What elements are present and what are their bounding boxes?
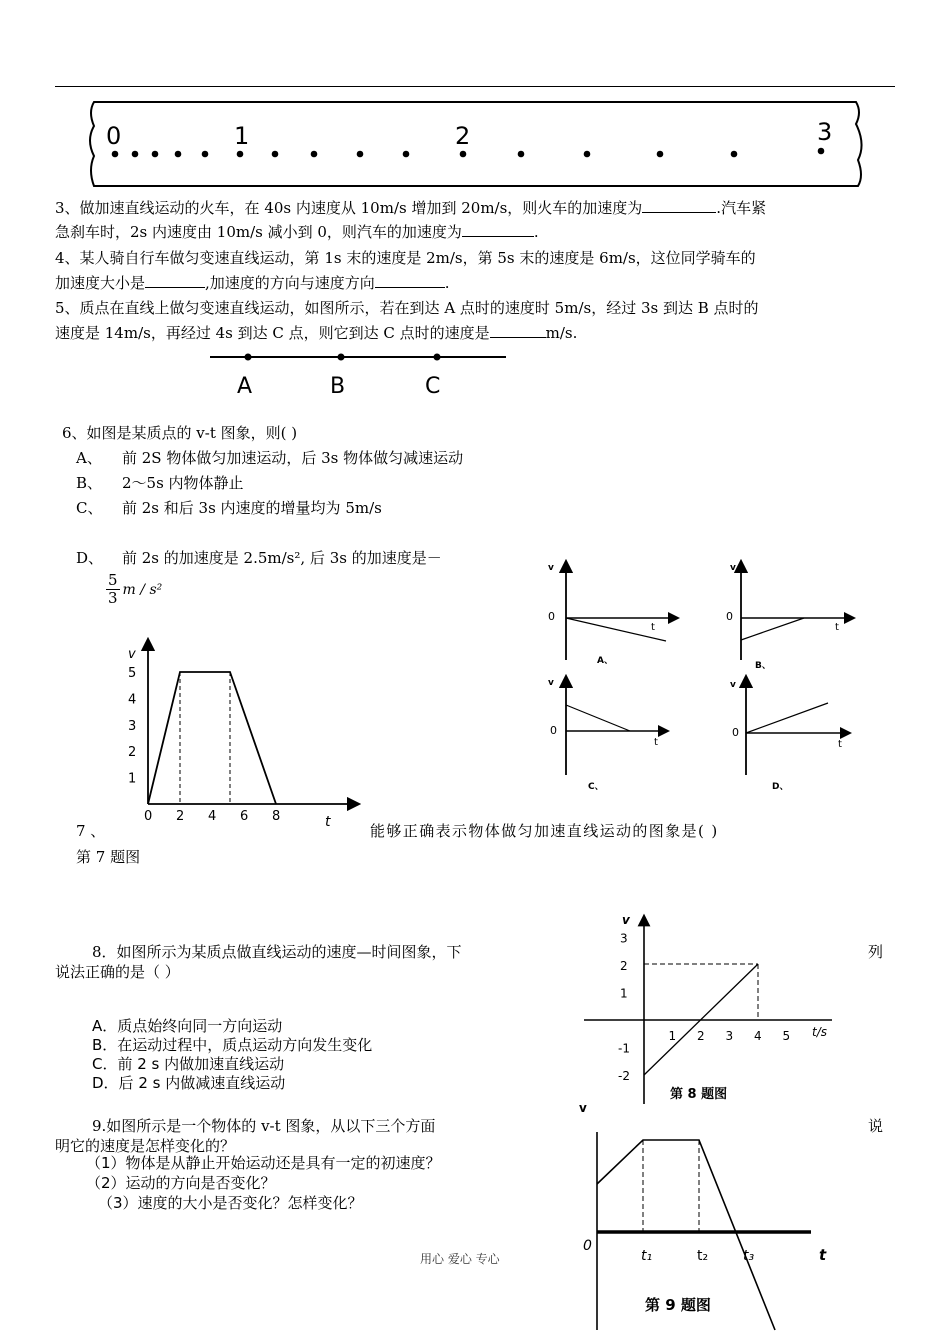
option-text: 前 2s 的加速度是 2.5m/s², 后 3s 的加速度是－ [122,549,442,567]
axis-origin-label: 0 [548,610,555,623]
q8-xtick-label: 5 [782,1029,791,1043]
q7-question [370,819,719,843]
q9-chart-xlabel: t [819,1246,827,1264]
q4-text: 加速度大小是 [55,274,146,292]
q8-xtick-label: 1 [668,1029,677,1043]
q6-chart-xlabel: t [325,814,331,830]
q9-stem-end [868,1114,883,1138]
option-letter: A、 [76,449,102,467]
q4-text: 4、某人骑自行车做匀变速直线运动，第 1s 末的速度是 2m/s，第 5s 末的速度是 6m/s，这位同学骑车的 [55,249,756,267]
q7-graph-a [540,560,680,670]
point-c-dot [434,354,441,361]
axis-v-label: v [548,678,554,688]
q3-text: 3、做加速直线运动的火车，在 40s 内速度从 10m/s 增加到 20m/s，则火车的加速度为 [55,199,643,217]
q7-number-text: 7 、 [76,822,106,840]
q6-xtick-label: 4 [208,809,217,824]
q8-option-b: B．在运动过程中，质点运动方向发生变化 [92,1036,373,1054]
q6-xtick-label: 8 [272,809,281,824]
tape-label-3: 3 [817,118,833,146]
q8-stem-text: 列 [868,943,884,961]
fraction [106,572,120,607]
tape-label-2: 2 [455,122,471,150]
q6-chart-line [148,672,276,804]
q4-line2 [55,271,450,295]
q5-points-figure [210,345,510,400]
q3-line2 [55,220,539,244]
point-c-label: C [425,374,441,399]
graph-option-label: D、 [772,782,789,792]
axis-origin-label: 0 [732,726,739,739]
axis-origin-label: 0 [550,724,557,737]
q9-chart-t1: t₁ [641,1248,653,1264]
q8-ytick-label: 3 [620,931,628,946]
tape-outline [90,102,862,186]
q9-stem-text: 明它的速度是怎样变化的？ [55,1137,236,1155]
fraction-denominator: 3 [108,589,118,607]
q6-ytick-label: 5 [128,666,137,681]
axis-v-label: v [730,680,736,690]
axis-v-label: v [548,563,554,573]
q6-option-b [76,471,244,495]
q8-chart-xlabel: t/s [812,1025,827,1039]
q7-caption [76,845,140,869]
q9-stem-text: 9.如图所示是一个物体的 v-t 图象，从以下三个方面 [92,1117,436,1135]
fraction-numerator: 5 [108,571,118,589]
page-footer [420,1250,500,1267]
q3-blank-1[interactable] [642,198,716,213]
q8-vt-chart [580,912,840,1107]
q9-chart-t3: t₃ [743,1248,755,1264]
axis-t-label: t [838,739,842,750]
q9-item-3: （3）速度的大小是否变化？怎样变化？ [98,1194,363,1212]
fraction-unit: m / s² [122,581,163,598]
q6-ytick-label: 2 [128,745,137,761]
q8-chart-ylabel: v [622,913,630,927]
option-text: 2～5s 内物体静止 [122,474,244,492]
q5-blank[interactable] [490,323,546,338]
q6-vt-chart [120,640,360,835]
ticker-tape-figure [88,100,868,190]
q8-option-d: D．后 2 s 内做减速直线运动 [92,1074,286,1092]
option-letter: D、 [76,549,104,567]
q8-ytick-label: 2 [620,959,628,973]
q6-xtick-label: 0 [144,809,153,824]
q6-stem-text: 6、如图是某质点的 v-t 图象，则( ) [62,424,298,442]
graph-option-label: C、 [588,782,604,792]
q6-option-c [76,496,382,520]
q8-option-a: A．质点始终向同一方向运动 [92,1017,283,1035]
graph-option-label: B、 [755,661,771,671]
point-b-dot [338,354,345,361]
option-text: 前 2s 和后 3s 内速度的增量均为 5m/s [122,499,382,517]
q7-graph-c [540,675,680,795]
axis-origin-label: 0 [726,610,733,623]
header-rule [55,86,895,87]
option-letter: B、 [76,474,103,492]
axis-v-label: v [730,563,736,573]
q7-graph-b [720,560,860,670]
q4-blank-1[interactable] [145,273,205,288]
q3-text: 急刹车时，2s 内速度由 10m/s 减小到 0，则汽车的加速度为 [55,223,462,241]
q9-vt-chart [575,1098,845,1338]
q5-text: 速度是 14m/s，再经过 4s 到达 C 点，则它到达 C 点时的速度是 [55,324,490,342]
point-a-dot [245,354,252,361]
q9-stem-text: 说 [868,1117,884,1135]
tape-label-0: 0 [106,122,122,150]
q8-stem-line2 [55,960,180,984]
q6-option-a [76,446,463,470]
option-letter: C、 [76,499,103,517]
axis-t-label: t [654,737,658,748]
q5-line1 [55,296,759,320]
q8-stem-end [868,940,883,964]
q5-text: m/s. [545,324,578,342]
graph-option-label: A、 [597,656,613,666]
q6-ytick-label: 4 [128,692,137,708]
point-b-label: B [330,374,346,399]
footer-text: 用心 爱心 专心 [420,1252,500,1266]
q9-item-2: （2）运动的方向是否变化？ [86,1174,276,1192]
q8-chart-caption: 第 8 题图 [670,1087,728,1102]
q7-graph-d [720,675,860,795]
q6-xtick-label: 6 [240,809,249,824]
q7-question-text: 能够正确表示物体做匀加速直线运动的图象是( ) [370,822,719,840]
q4-text: . [444,274,450,292]
q3-line1 [55,196,766,220]
q7-caption-text: 第 7 题图 [76,848,141,866]
point-a-label: A [237,374,253,399]
q8-ytick-label: -1 [618,1041,630,1056]
axis-t-label: t [835,622,839,633]
q9-items [86,1153,441,1213]
q5-text: 5、质点在直线上做匀变速直线运动，如图所示，若在到达 A 点时的速度时 5m/s，经过 3s 到达 B 点时的 [55,299,759,317]
q5-line2 [55,321,577,345]
axis-t-label: t [651,622,655,633]
q6-ytick-label: 1 [128,771,137,787]
q9-item-1: （1）物体是从静止开始运动还是具有一定的初速度？ [86,1154,441,1172]
q4-line1 [55,246,756,270]
q8-xtick-label: 2 [697,1029,705,1043]
q9-chart-t2: t₂ [697,1248,709,1264]
q9-chart-ylabel: v [579,1101,587,1115]
q8-xtick-label: 4 [754,1029,762,1043]
q7-number [76,819,105,843]
q3-blank-2[interactable] [462,222,534,237]
q4-text: ,加速度的方向与速度方向 [205,274,375,292]
q3-text: . [533,223,539,241]
q9-chart-caption: 第 9 题图 [645,1296,711,1314]
q6-chart-ylabel: v [128,647,136,662]
q8-options [92,1017,372,1093]
q6-fraction [106,572,162,607]
q8-xtick-label: 3 [725,1029,734,1043]
q6-stem [62,421,297,445]
q8-stem-text: 说法正确的是（ ） [55,963,180,981]
q6-ytick-label: 3 [128,718,137,734]
tape-label-1: 1 [234,122,250,150]
q6-xtick-label: 2 [176,809,185,824]
q8-ytick-label: 1 [620,986,628,1001]
q3-text: .汽车紧 [716,199,767,217]
q6-option-d [76,546,442,570]
q8-option-c: C．前 2 s 内做加速直线运动 [92,1055,285,1073]
option-text: 前 2S 物体做匀加速运动，后 3s 物体做匀减速运动 [122,449,464,467]
q8-ytick-label: -2 [618,1069,630,1083]
q4-blank-2[interactable] [375,273,445,288]
q8-stem-text: 8．如图所示为某质点做直线运动的速度—时间图象，下 [92,943,462,961]
q9-chart-origin: 0 [583,1238,592,1254]
